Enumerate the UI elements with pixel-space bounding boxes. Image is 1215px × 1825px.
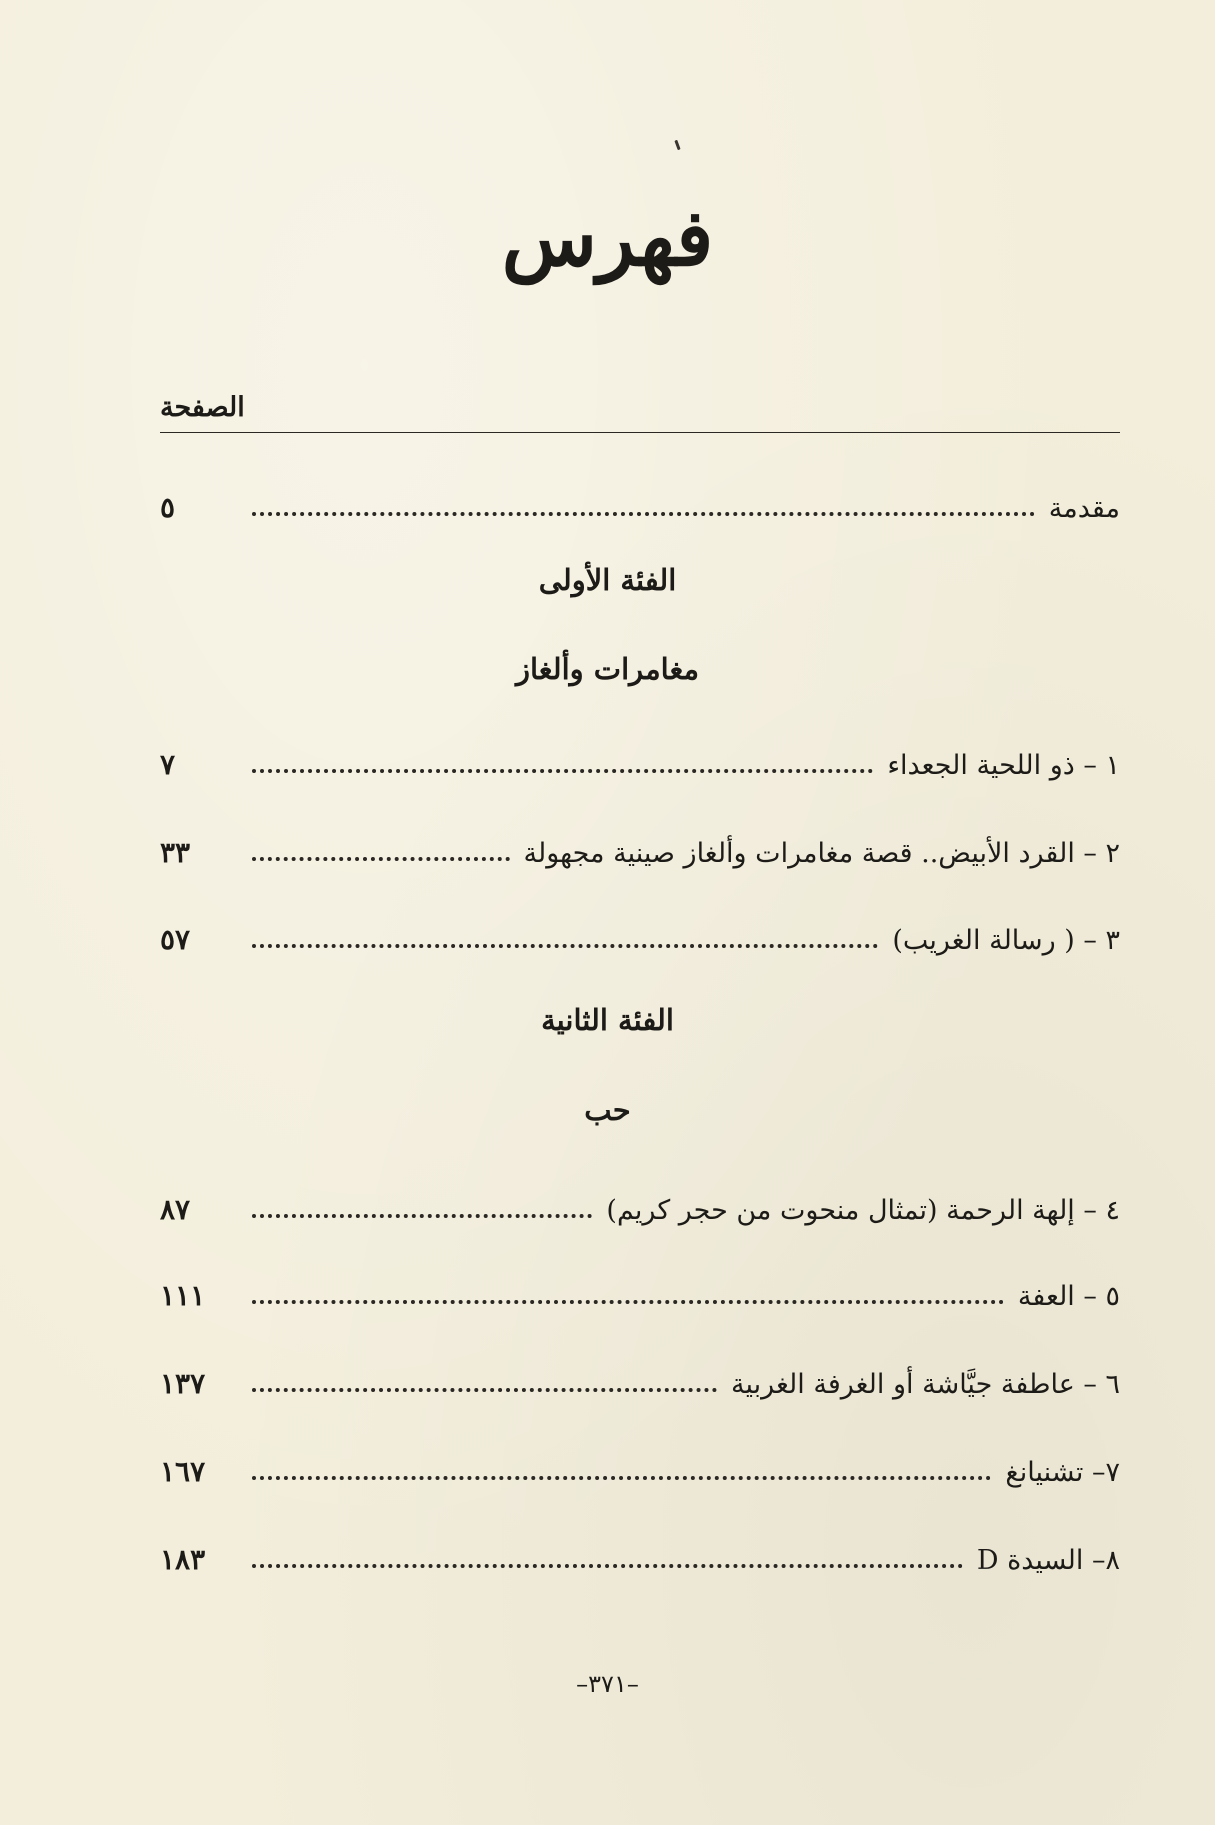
toc-entry-page: ١٣٧ — [160, 1367, 206, 1400]
toc-entry-label: مقدمة — [1048, 493, 1120, 524]
dot-leader — [252, 1300, 1004, 1304]
toc-entry-label: ٢ – القرد الأبيض.. قصة مغامرات وألغاز صينية مجهولة — [523, 838, 1120, 869]
dot-leader — [252, 1476, 991, 1480]
toc-entry-page: ١٨٣ — [160, 1543, 206, 1576]
toc-entry — [160, 1266, 1120, 1312]
category-one-heading: الفئة الأولى — [538, 563, 677, 597]
toc-entry — [160, 735, 1120, 781]
category-two-heading: الفئة الثانية — [541, 1003, 674, 1037]
dot-leader — [252, 769, 873, 773]
toc-entry — [160, 1530, 1120, 1576]
toc-entry — [160, 910, 1120, 956]
toc-entry — [160, 823, 1120, 869]
dot-leader — [252, 944, 878, 948]
page-title: فهرس — [501, 193, 714, 284]
category-one-theme: مغامرات وألغاز — [515, 652, 700, 686]
toc-entry-page: ١٦٧ — [160, 1455, 206, 1488]
toc-entry-page: ٣٣ — [160, 836, 191, 869]
toc-entry-page: ٥ — [160, 491, 176, 524]
toc-entry-page: ٧ — [160, 748, 176, 781]
toc-entry-page: ١١١ — [160, 1279, 206, 1312]
toc-entry-label: ٣ – ( رسالة الغريب) — [892, 925, 1120, 956]
dot-leader — [252, 1564, 963, 1568]
footer-page-number: –٣٧١– — [576, 1670, 639, 1698]
dot-leader — [252, 512, 1035, 516]
header-rule — [160, 432, 1120, 433]
dot-leader — [252, 857, 510, 861]
toc-entry-label: ١ – ذو اللحية الجعداء — [887, 750, 1120, 781]
toc-entry — [160, 1180, 1120, 1226]
category-two-theme: حب — [584, 1093, 631, 1127]
toc-entry-page: ٥٧ — [160, 923, 191, 956]
toc-entry-label: ٨– السيدة D — [976, 1545, 1120, 1576]
ink-speck — [674, 140, 680, 150]
page-column-header: الصفحة — [160, 392, 245, 423]
toc-entry-label: ٧– تشنيانغ — [1005, 1457, 1120, 1488]
toc-entry-label: ٦ – عاطفة جيَّاشة أو الغرفة الغربية — [731, 1369, 1120, 1400]
toc-entry — [160, 1354, 1120, 1400]
toc-entry-intro — [160, 478, 1120, 524]
toc-entry-label: ٤ – إلهة الرحمة (تمثال منحوت من حجر كريم) — [606, 1195, 1120, 1226]
toc-entry-page: ٨٧ — [160, 1193, 191, 1226]
toc-entry-label: ٥ – العفة — [1017, 1281, 1120, 1312]
dot-leader — [252, 1388, 717, 1392]
dot-leader — [252, 1214, 592, 1218]
toc-entry — [160, 1442, 1120, 1488]
